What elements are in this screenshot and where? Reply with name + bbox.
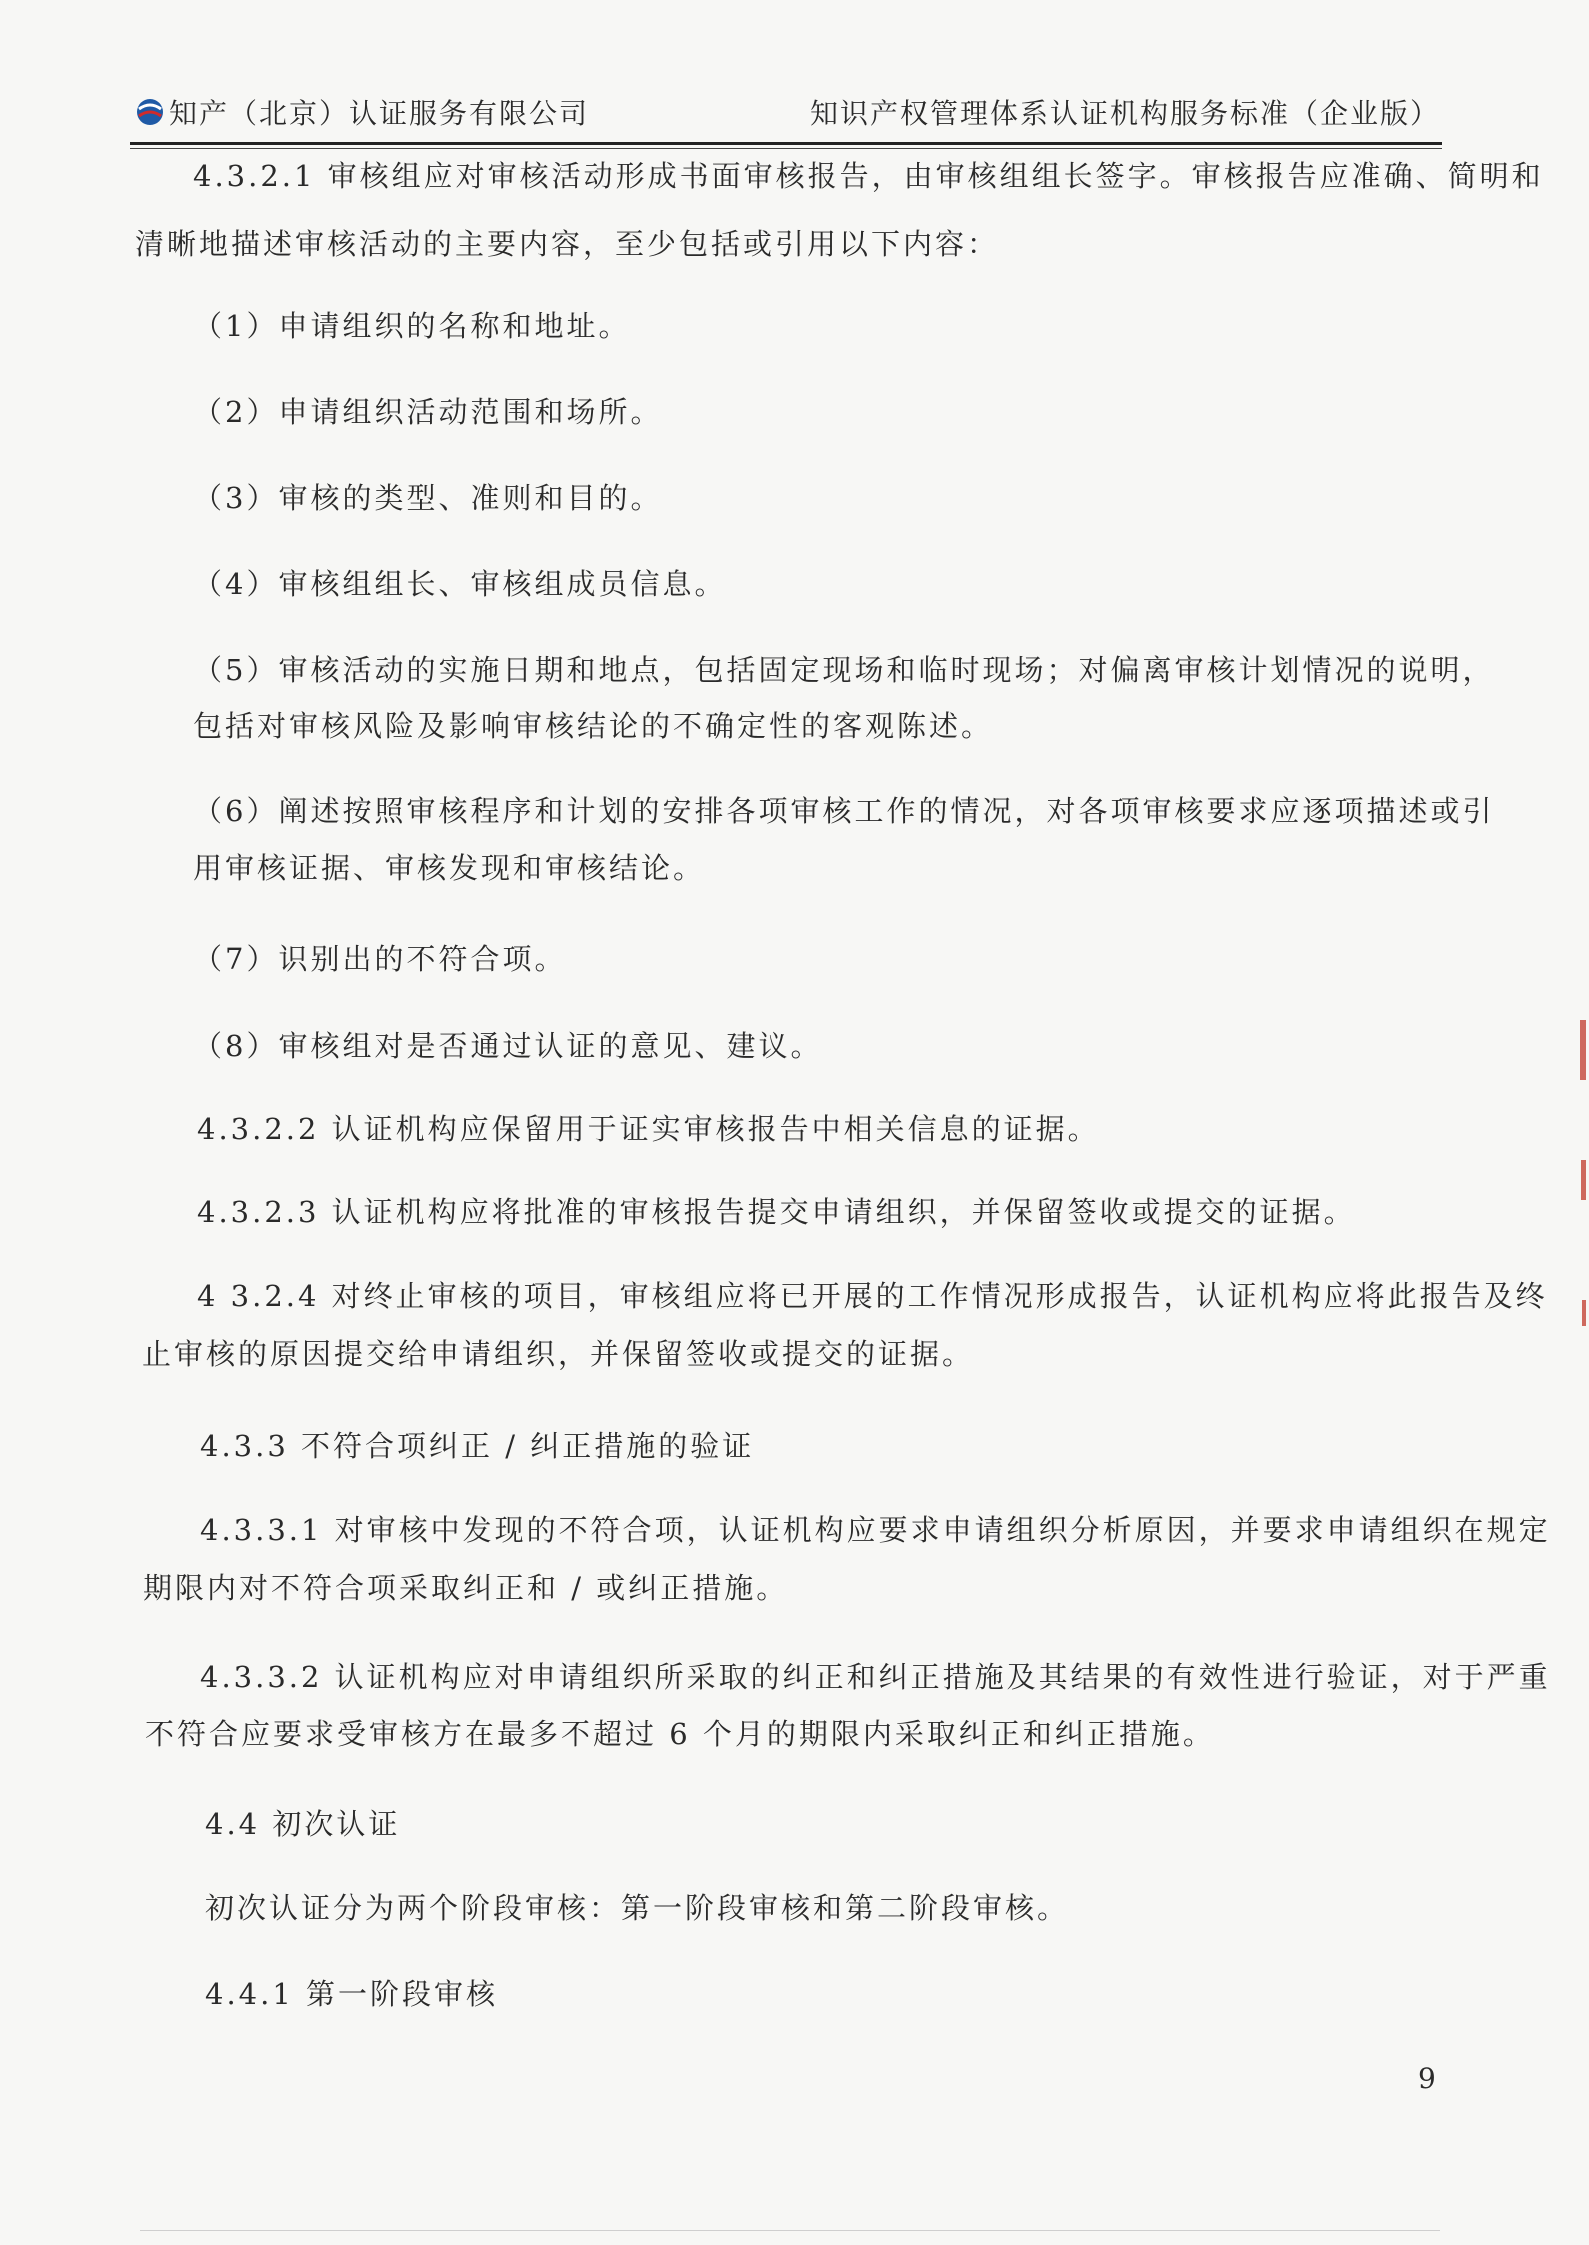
item-6-line1: （6）阐述按照审核程序和计划的安排各项审核工作的情况，对各项审核要求应逐项描述或引 [193, 794, 1495, 828]
item-3: （3）审核的类型、准则和目的。 [193, 481, 663, 515]
edge-stamp-mark-2 [1581, 1160, 1586, 1200]
item-8: （8）审核组对是否通过认证的意见、建议。 [193, 1029, 823, 1063]
item-4: （4）审核组组长、审核组成员信息。 [193, 567, 727, 601]
footer-rule [140, 2230, 1440, 2231]
page-header [135, 88, 1440, 138]
item-7: （7）识别出的不符合项。 [193, 942, 567, 976]
section-4-4-heading: 4.4 初次认证 [205, 1807, 401, 1841]
item-1: （1）申请组织的名称和地址。 [193, 309, 631, 343]
item-2: （2）申请组织活动范围和场所。 [193, 395, 663, 429]
section-4-4-1-heading: 4.4.1 第一阶段审核 [205, 1977, 499, 2011]
item-5-line2: 包括对审核风险及影响审核结论的不确定性的客观陈述。 [193, 709, 994, 743]
edge-stamp-mark-1 [1580, 1020, 1586, 1080]
para-4-3-2-3: 4.3.2.3 认证机构应将批准的审核报告提交申请组织，并保留签收或提交的证据。 [197, 1195, 1356, 1229]
para-4-3-2-4-line1: 4 3.2.4 对终止审核的项目，审核组应将已开展的工作情况形成报告，认证机构应将此报告及终 [197, 1279, 1548, 1313]
section-4-3-3-heading: 4.3.3 不符合项纠正 / 纠正措施的验证 [200, 1429, 755, 1463]
item-6-line2: 用审核证据、审核发现和审核结论。 [193, 851, 706, 885]
company-logo-icon [135, 97, 165, 127]
item-5-line1: （5）审核活动的实施日期和地点，包括固定现场和临时现场；对偏离审核计划情况的说明， [193, 653, 1495, 687]
para-4-3-2-4-line2: 止审核的原因提交给申请组织，并保留签收或提交的证据。 [142, 1337, 975, 1371]
header-document-title: 知识产权管理体系认证机构服务标准（企业版） [809, 97, 1440, 130]
para-4-3-3-1-line1: 4.3.3.1 对审核中发现的不符合项，认证机构应要求申请组织分析原因，并要求申请组织在规定 [200, 1513, 1551, 1547]
page-number: 9 [1418, 2062, 1436, 2095]
para-4-3-3-2-line2: 不符合应要求受审核方在最多不超过 6 个月的期限内采取纠正和纠正措施。 [145, 1717, 1215, 1751]
para-4-3-3-1-line2: 期限内对不符合项采取纠正和 / 或纠正措施。 [143, 1571, 789, 1605]
header-company-name: 知产（北京）认证服务有限公司 [169, 97, 590, 130]
para-4-3-2-2: 4.3.2.2 认证机构应保留用于证实审核报告中相关信息的证据。 [197, 1112, 1100, 1146]
para-4-3-2-1-line2: 清晰地描述审核活动的主要内容，至少包括或引用以下内容： [135, 227, 1000, 261]
para-4-3-2-1-line1: 4.3.2.1 审核组应对审核活动形成书面审核报告，由审核组组长签字。审核报告应准确、简明和 [193, 159, 1544, 193]
edge-stamp-mark-3 [1582, 1300, 1586, 1326]
header-left [135, 92, 589, 132]
para-4-3-3-2-line1: 4.3.3.2 认证机构应对申请组织所采取的纠正和纠正措施及其结果的有效性进行验证，对于严重 [200, 1660, 1551, 1694]
para-initial-certification: 初次认证分为两个阶段审核：第一阶段审核和第二阶段审核。 [205, 1891, 1070, 1925]
